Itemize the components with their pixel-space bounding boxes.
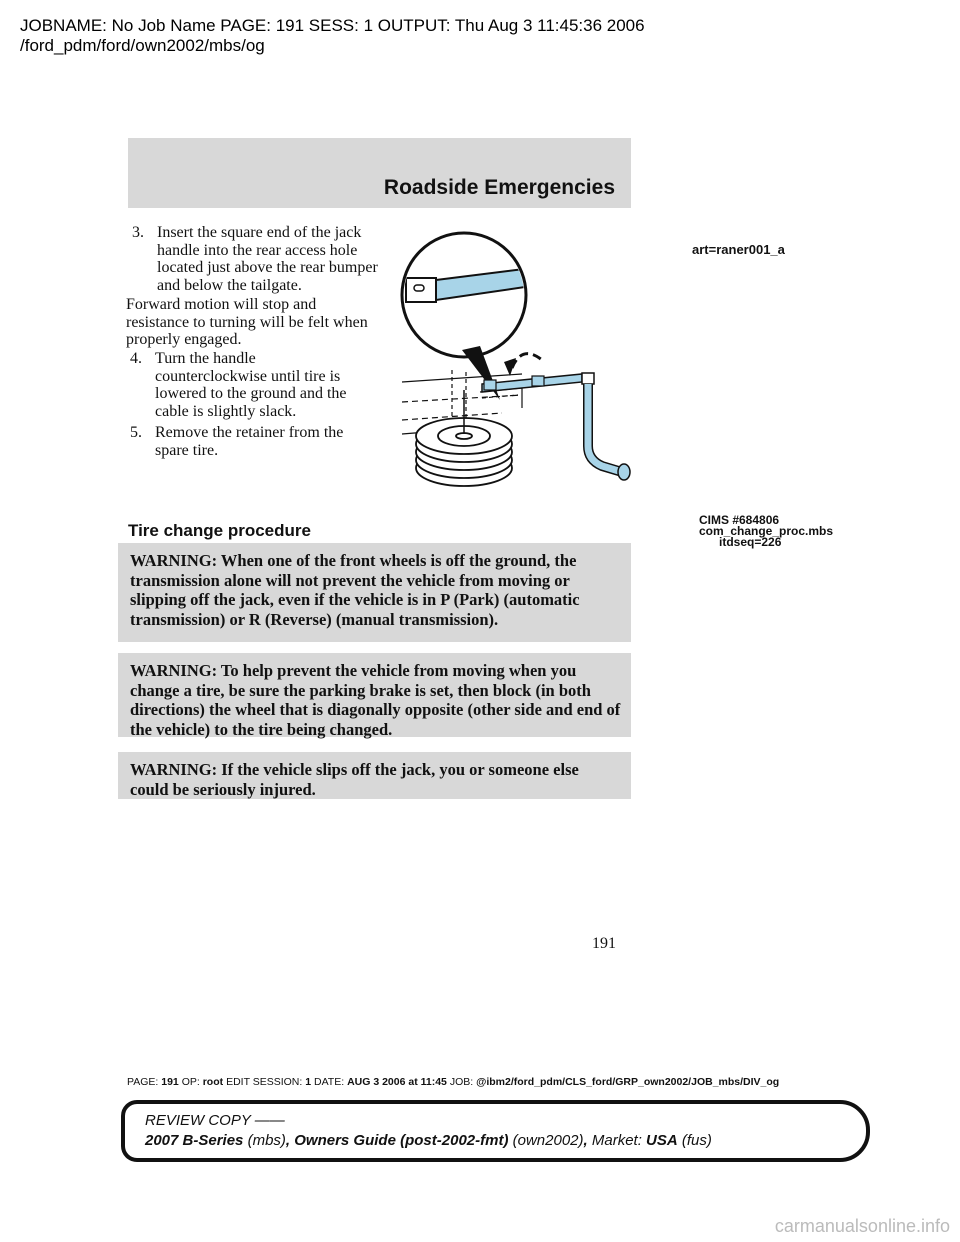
review-copy-label: REVIEW COPY ——: [145, 1112, 285, 1129]
warning-box: [118, 653, 631, 737]
review-model: 2007 B-Series: [145, 1132, 244, 1149]
cims-tag: [699, 515, 833, 548]
step-number: 5.: [130, 424, 142, 441]
step-text: Turn the handle counterclockwise until tire is lowered to the ground and the cable is slightly slack.: [155, 350, 347, 420]
footer-meta: [127, 1076, 779, 1088]
review-copy-box: [121, 1100, 870, 1162]
section-header: [128, 138, 631, 208]
footer-date: AUG 3 2006 at 11:45: [347, 1076, 447, 1088]
footer-page-label: PAGE:: [127, 1076, 159, 1088]
step-number: 4.: [130, 350, 142, 367]
rotation-arrow: [512, 354, 542, 368]
footer-page: 191: [161, 1076, 179, 1088]
steps-column: [128, 224, 388, 464]
warning-box: [118, 752, 631, 799]
cims-line3: itdseq=226: [719, 535, 782, 549]
step-number: 3.: [132, 224, 144, 241]
job-header-line1: JOBNAME: No Job Name PAGE: 191 SESS: 1 OUTPUT: Thu Aug 3 11:45:36 2006: [20, 16, 645, 35]
step-note: Forward motion will stop and resistance to turning will be felt when properly engaged.: [126, 296, 368, 348]
review-guide: Owners Guide (post-2002-fmt): [294, 1132, 509, 1149]
cims-line2: com_change_proc.mbs: [699, 524, 834, 538]
warning-text: WARNING: When one of the front wheels is off the ground, the transmission alone will not prevent the vehicle from moving or slipping off the jack, even if the vehicle is in P (Park) (automatic transmission) or R (Reverse) (manual transmission).: [130, 551, 580, 629]
review-market-label: Market:: [591, 1132, 642, 1149]
jack-handle-illustration: [392, 220, 642, 496]
review-market-code: (fus): [681, 1132, 712, 1149]
step-text: Remove the retainer from the spare tire.: [155, 424, 344, 459]
page-number: 191: [592, 935, 616, 952]
review-model-code: (mbs): [247, 1132, 286, 1149]
watermark: carmanualsonline.info: [774, 1216, 950, 1236]
review-market: USA: [646, 1132, 678, 1149]
footer-op-label: OP:: [181, 1076, 200, 1088]
footer-job: @ibm2/ford_pdm/CLS_ford/GRP_own2002/JOB_mbs/DIV_og: [476, 1076, 780, 1088]
cims-line1: CIMS #684806: [699, 513, 780, 527]
warning-text: WARNING: If the vehicle slips off the jack, you or someone else could be seriously injured.: [130, 760, 579, 799]
review-guide-code: (own2002): [512, 1132, 584, 1149]
review-copy-details: 2007 B-Series (mbs), Owners Guide (post-2002-fmt) (own2002), Market: USA (fus): [145, 1132, 712, 1149]
warning-text: WARNING: To help prevent the vehicle from moving when you change a tire, be sure the parking brake is set, then block (in both directions) the wheel that is diagonally opposite (other side and end of the vehicle) to the tire being changed.: [130, 661, 621, 739]
footer-op: root: [202, 1076, 224, 1088]
footer-job-label: JOB:: [449, 1076, 474, 1088]
footer-session-label: EDIT SESSION:: [226, 1076, 303, 1088]
art-tag: art=raner001_a: [692, 242, 785, 257]
step-text: Insert the square end of the jack handle into the rear access hole located just above the rear bumper and below the tailgate.: [157, 224, 378, 294]
footer-date-label: DATE:: [314, 1076, 345, 1088]
section-title: Roadside Emergencies: [383, 176, 615, 199]
warning-box: [118, 543, 631, 642]
footer-session: 1: [305, 1076, 312, 1088]
job-header-line2: /ford_pdm/ford/own2002/mbs/og: [20, 36, 265, 55]
job-header: [20, 16, 645, 56]
subheading: Tire change procedure: [128, 521, 311, 540]
